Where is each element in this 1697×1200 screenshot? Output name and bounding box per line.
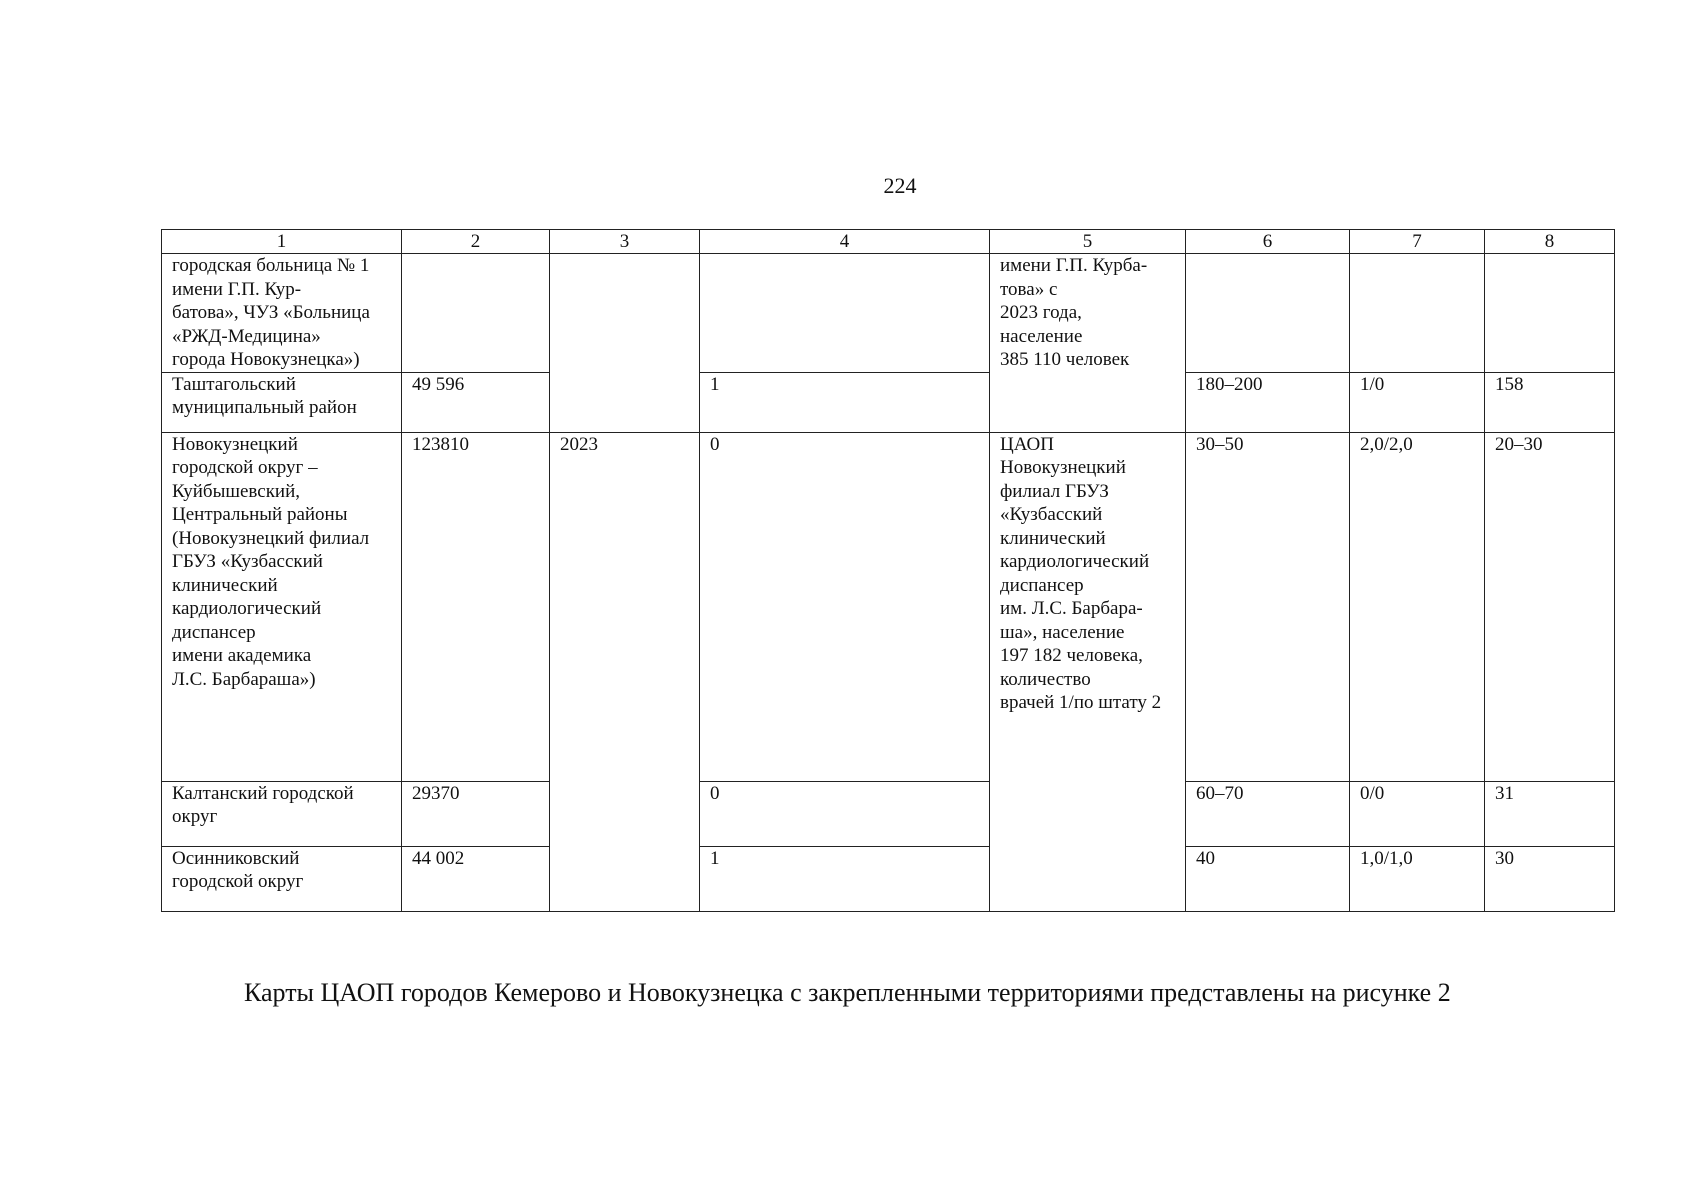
table-cell (1350, 254, 1485, 373)
table-cell: 20–30 (1485, 432, 1615, 781)
table-cell: 0 (700, 432, 990, 781)
table-cell (700, 254, 990, 373)
column-header: 1 (162, 230, 402, 254)
table-cell: Таштагольский муниципальный район (162, 372, 402, 432)
table-cell (402, 254, 550, 373)
table-cell: 1/0 (1350, 372, 1485, 432)
column-header: 4 (700, 230, 990, 254)
table-cell: ЦАОП Новокузнецкий филиал ГБУЗ «Кузбасский клинический кардиологический диспансер им. Л.С. Барбара- ша», население 197 182 человека, количество врачей 1/по штату 2 (990, 432, 1186, 911)
table-cell: 1 (700, 846, 990, 911)
table-cell: Осинниковский городской округ (162, 846, 402, 911)
table-cell: 49 596 (402, 372, 550, 432)
table-cell: 2023 (550, 432, 700, 911)
table-cell: 0 (700, 781, 990, 846)
table-cell: 2,0/2,0 (1350, 432, 1485, 781)
table-cell: Калтанский городской округ (162, 781, 402, 846)
column-header: 7 (1350, 230, 1485, 254)
table-header-row (162, 230, 1615, 254)
table-row (162, 372, 1615, 432)
column-header: 2 (402, 230, 550, 254)
page-number: 224 (883, 173, 917, 198)
column-header: 5 (990, 230, 1186, 254)
table-row (162, 846, 1615, 911)
column-header: 8 (1485, 230, 1615, 254)
table-cell: 30 (1485, 846, 1615, 911)
footer-caption: Карты ЦАОП городов Кемерово и Новокузнецка с закрепленными территориями представлены на рисунке 2 (244, 978, 1451, 1007)
table-cell: 30–50 (1186, 432, 1350, 781)
table-cell (1186, 254, 1350, 373)
table-row (162, 781, 1615, 846)
table-cell: 123810 (402, 432, 550, 781)
table-row (162, 254, 1615, 373)
table-cell: Новокузнецкий городской округ – Куйбышевский, Центральный районы (Новокузнецкий филиал ГБУЗ «Кузбасский клинический кардиологический диспансер имени академика Л.С. Барбараша») (162, 432, 402, 781)
table-cell: 44 002 (402, 846, 550, 911)
table-cell: 180–200 (1186, 372, 1350, 432)
table-cell: 29370 (402, 781, 550, 846)
table-cell: 1,0/1,0 (1350, 846, 1485, 911)
table-cell: 31 (1485, 781, 1615, 846)
table-cell (550, 254, 700, 433)
table-cell (1485, 254, 1615, 373)
data-table (161, 229, 1615, 912)
table-cell: 158 (1485, 372, 1615, 432)
column-header: 3 (550, 230, 700, 254)
column-header: 6 (1186, 230, 1350, 254)
table-cell: 60–70 (1186, 781, 1350, 846)
table-row (162, 432, 1615, 781)
table-cell: городская больница № 1 имени Г.П. Кур- батова», ЧУЗ «Больница «РЖД-Медицина» города Новокузнецка») (162, 254, 402, 373)
table-cell: 1 (700, 372, 990, 432)
table-cell: 40 (1186, 846, 1350, 911)
table-cell: имени Г.П. Курба- това» с 2023 года, население 385 110 человек (990, 254, 1186, 433)
table-cell: 0/0 (1350, 781, 1485, 846)
